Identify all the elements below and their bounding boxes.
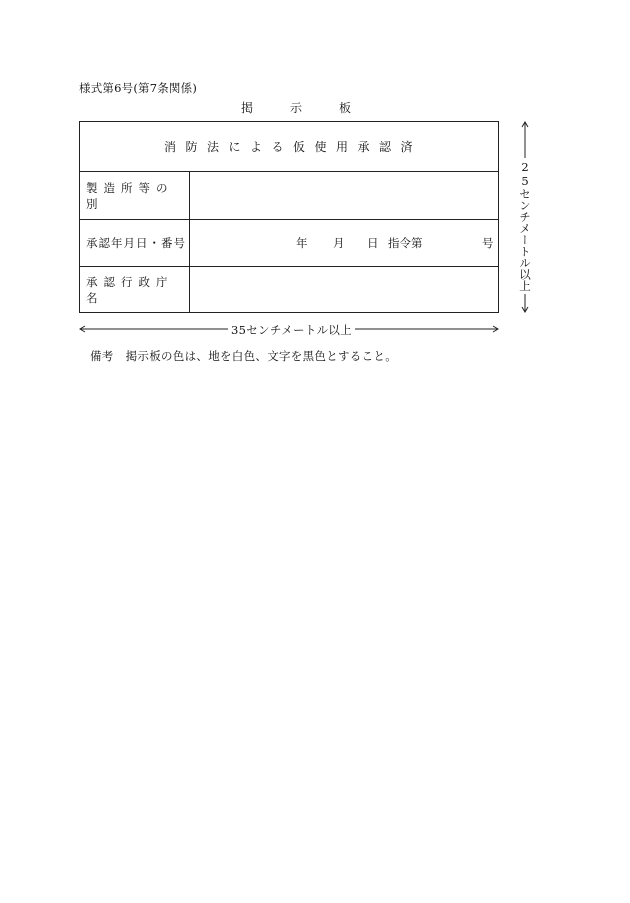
note	[90, 348, 397, 364]
value-approving-authority	[190, 267, 498, 313]
note-prefix: 備考	[90, 349, 114, 363]
form-number: 様式第6号(第7条関係)	[79, 81, 198, 95]
year-label: 年	[296, 236, 308, 250]
width-dimension-label: 35センチメートル以上	[228, 322, 355, 338]
label-approval-date-number: 承認年月日・番号	[80, 220, 190, 266]
value-approval-date-number	[190, 220, 498, 266]
board-title	[241, 99, 351, 116]
day-label: 日	[367, 236, 379, 250]
directive-label: 指令第	[388, 236, 423, 250]
board-title-char-2: 示	[289, 101, 302, 115]
label-approving-authority: 承認行政庁名	[80, 267, 190, 313]
row-facility-type	[80, 172, 498, 220]
board-header: 消防法による仮使用承認済	[80, 122, 498, 172]
number-suffix-label: 号	[482, 236, 494, 250]
value-facility-type	[190, 172, 498, 219]
label-facility-type: 製造所等の別	[80, 172, 190, 219]
board-title-char-3: 板	[338, 101, 351, 115]
height-dimension-label: 25センチメートル以上	[518, 160, 532, 292]
sign-board	[79, 121, 499, 313]
note-text: 掲示板の色は、地を白色、文字を黒色とすること。	[125, 349, 398, 363]
month-label: 月	[333, 236, 345, 250]
row-approving-authority	[80, 267, 498, 313]
row-approval-date-number	[80, 220, 498, 267]
board-title-char-1: 掲	[241, 101, 254, 115]
